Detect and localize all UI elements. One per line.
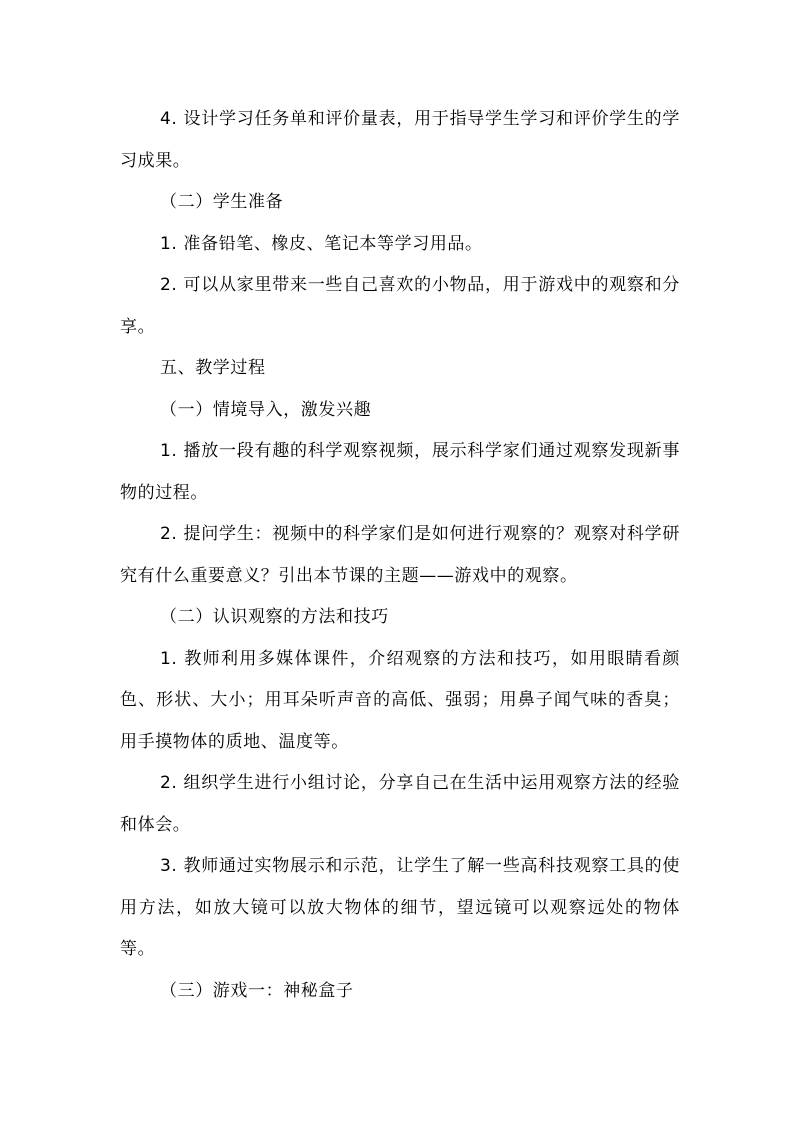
paragraph-tools-demo: 3. 教师通过实物展示和示范，让学生了解一些高科技观察工具的使用方法，如放大镜可以放大物体的细节，望远镜可以观察远处的物体等。: [120, 856, 680, 959]
heading-student-preparation: （二）学生准备: [160, 192, 284, 212]
document-body: [120, 99, 680, 1012]
heading-teaching-process: 五、教学过程: [160, 358, 266, 378]
heading-game-one: （三）游戏一：神秘盒子: [160, 980, 354, 1001]
heading-scenario-intro: （一）情境导入，激发兴趣: [160, 399, 372, 420]
paragraph-group-discussion: 2. 组织学生进行小组讨论，分享自己在生活中运用观察方法的经验和体会。: [120, 773, 680, 835]
paragraph-supplies: 1. 准备铅笔、橡皮、笔记本等学习用品。: [160, 233, 483, 254]
paragraph-bring-items: 2. 可以从家里带来一些自己喜欢的小物品，用于游戏中的观察和分享。: [120, 275, 680, 337]
paragraph-ask-students: 2. 提问学生：视频中的科学家们是如何进行观察的？观察对科学研究有什么重要意义？引出本节课的主题——游戏中的观察。: [120, 524, 680, 586]
paragraph-multimedia: 1. 教师利用多媒体课件，介绍观察的方法和技巧，如用眼睛看颜色、形状、大小；用耳朵听声音的高低、强弱；用鼻子闻气味的香臭；用手摸物体的质地、温度等。: [120, 648, 680, 752]
paragraph-task-sheet: 4. 设计学习任务单和评价量表，用于指导学生学习和评价学生的学习成果。: [120, 109, 680, 171]
paragraph-play-video: 1. 播放一段有趣的科学观察视频，展示科学家们通过观察发现新事物的过程。: [120, 441, 680, 503]
heading-observation-methods: （二）认识观察的方法和技巧: [160, 607, 389, 627]
